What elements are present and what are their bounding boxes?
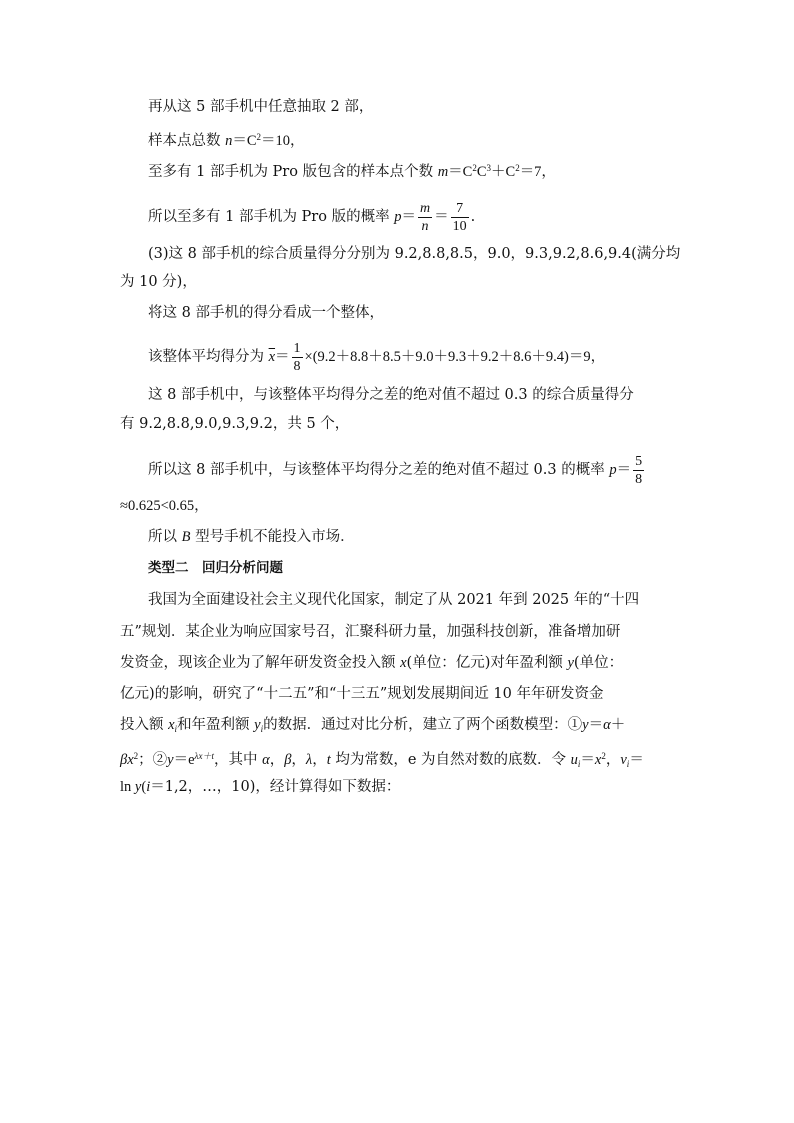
line-10 bbox=[120, 414, 676, 434]
text: 和年盈利额 bbox=[177, 717, 255, 733]
text: 型号手机不能投入市场． bbox=[190, 529, 355, 545]
line-9 bbox=[148, 385, 676, 405]
line-20: $\beta x^2$；$②y=e^{\lambda x+t}$，其中 α，β，λ，t 均为常数，e 为自然对数的底数．令 $u_i=x^2$，$v_i=$ bbox=[120, 751, 644, 769]
text: 这 8 部手机中，与该整体平均得分之差的绝对值不超过 0.3 的综合质量得分 bbox=[148, 387, 634, 403]
sup: 2 bbox=[472, 163, 477, 173]
text: ＝10， bbox=[261, 133, 305, 149]
line-15 bbox=[148, 590, 676, 610]
text: 所以这 8 部手机中，与该整体平均得分之差的绝对值不超过 0.3 的概率 bbox=[148, 462, 610, 478]
text: . bbox=[470, 209, 476, 225]
text: ＝ bbox=[616, 462, 632, 478]
text: 将这 8 部手机的得分看成一个整体， bbox=[148, 305, 384, 321]
line-4 bbox=[148, 197, 676, 237]
mean-x: $\overline{x}$ bbox=[268, 349, 276, 365]
fraction-5-8: $\frac{5}{8}$ bbox=[635, 453, 643, 487]
text: 的数据．通过对比分析，建立了两个函数模型：① bbox=[263, 717, 583, 733]
text: ×(9.2＋8.8＋8.5＋9.0＋9.3＋9.2＋8.6＋9.4)＝9， bbox=[304, 349, 606, 365]
text: 有 9.2,8.8,9.0,9.3,9.2，共 5 个， bbox=[120, 416, 350, 432]
text: ＝C bbox=[232, 133, 257, 149]
text: (3)这 8 部手机的综合质量得分分别为 9.2,8.8,8.5，9.0，9.3,9.2,8.6,9.4(满分均 bbox=[148, 246, 681, 262]
line-8 bbox=[148, 337, 676, 377]
text: ＋C bbox=[491, 164, 516, 180]
line-21: ln y(i＝1,2，…，10)，经计算得如下数据： bbox=[120, 779, 401, 795]
text: 投入额 bbox=[120, 717, 169, 733]
text: 五”规划．某企业为响应国家号召，汇聚科研力量，加强科技创新，准备增加研 bbox=[120, 624, 621, 640]
var: p bbox=[609, 462, 617, 478]
var: p bbox=[394, 209, 402, 225]
text: (单位：亿元)对年盈利额 bbox=[406, 655, 568, 671]
fraction-1-8: $\frac{1}{8}$ bbox=[293, 340, 301, 374]
text: 所以至多有 1 部手机为 Pro 版的概率 bbox=[148, 209, 395, 225]
text: ≈0.625<0.65， bbox=[120, 498, 209, 514]
line-1 bbox=[148, 97, 676, 117]
line-17 bbox=[120, 653, 676, 673]
text: 亿元)的影响，研究了“十二五”和“十三五”规划发展期间近 10 年年研发资金 bbox=[120, 686, 604, 702]
text: 该整体平均得分为 bbox=[148, 349, 269, 365]
line-19: 投入额 $x_i$和年盈利额 $y_i$的数据．通过对比分析，建立了两个函数模型：①y＝α＋ bbox=[120, 717, 626, 734]
line-5 bbox=[148, 244, 681, 264]
text: 为 10 分)， bbox=[120, 274, 197, 290]
var: y bbox=[567, 655, 574, 671]
text: (单位： bbox=[573, 655, 624, 671]
text: 我国为全面建设社会主义现代化国家，制定了从 2021 年到 2025 年的“十四 bbox=[148, 592, 640, 608]
sup: 2 bbox=[256, 132, 262, 142]
var: B bbox=[181, 529, 191, 545]
sup: 2 bbox=[515, 163, 520, 173]
line-7 bbox=[148, 303, 676, 323]
text: ＝C bbox=[448, 164, 473, 180]
text: ＝7， bbox=[519, 164, 556, 180]
text: ＝ bbox=[401, 209, 416, 225]
line-3 bbox=[148, 158, 676, 182]
line-13 bbox=[148, 527, 676, 547]
line-16 bbox=[120, 622, 676, 642]
var: x bbox=[400, 655, 407, 671]
text: C bbox=[476, 164, 487, 180]
text: ＝ bbox=[275, 349, 290, 365]
text: 至多有 1 部手机为 Pro 版包含的样本点个数 bbox=[148, 164, 438, 180]
text: 再从这 5 部手机中任意抽取 2 部， bbox=[148, 99, 374, 115]
fraction-7-10: $\frac{7}{10}$ bbox=[452, 200, 467, 234]
line-11 bbox=[148, 450, 676, 490]
line-6 bbox=[120, 272, 676, 292]
var: n bbox=[225, 133, 233, 149]
line-18 bbox=[120, 684, 676, 704]
text: 发资金，现该企业为了解年研发资金投入额 bbox=[120, 655, 401, 671]
text: ＝ bbox=[434, 209, 449, 225]
line-12 bbox=[120, 496, 676, 516]
fraction-m-n: $\frac{m}{n}$ bbox=[419, 200, 431, 234]
section-heading: 类型二 回归分析问题 bbox=[148, 560, 283, 576]
text: 所以 bbox=[148, 529, 182, 545]
var: m bbox=[437, 164, 449, 180]
text: ＝1,2，…，10)，经计算得如下数据： bbox=[150, 779, 401, 795]
text: 样本点总数 bbox=[148, 133, 226, 149]
sup: 3 bbox=[486, 163, 492, 173]
line-2 bbox=[148, 127, 676, 151]
